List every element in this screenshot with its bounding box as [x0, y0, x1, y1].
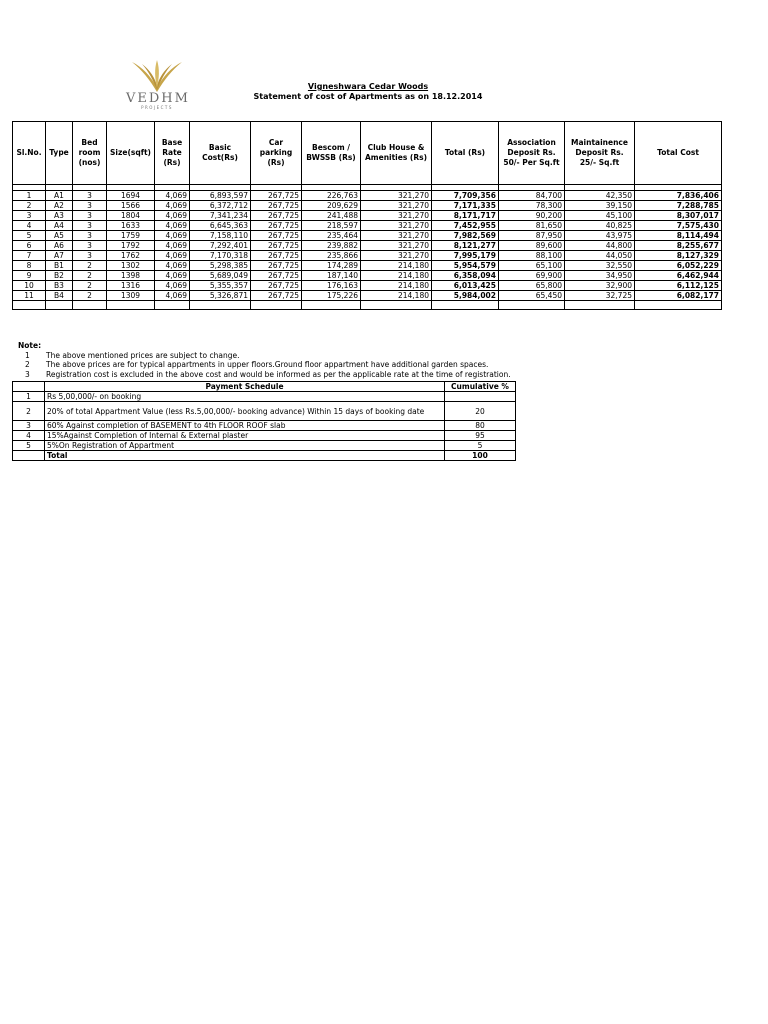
table-cell: 65,100 [499, 261, 565, 271]
table-cell: 239,882 [302, 241, 361, 251]
table-cell: 1316 [107, 281, 155, 291]
table-cell: B2 [46, 271, 73, 281]
table-cell: 84,700 [499, 191, 565, 201]
logo-sub-text: PROJECTS [141, 105, 173, 110]
table-cell: 3 [73, 201, 107, 211]
cost-table [12, 121, 722, 310]
table-cell: 267,725 [251, 191, 302, 201]
payment-row [13, 392, 516, 402]
payment-row [13, 421, 516, 431]
table-cell: 7,836,406 [635, 191, 722, 201]
table-cell: 6,893,597 [190, 191, 251, 201]
table-cell: 214,180 [361, 271, 432, 281]
table-cell: 5,298,385 [190, 261, 251, 271]
table-cell: 6,645,363 [190, 221, 251, 231]
table-cell: 7,341,234 [190, 211, 251, 221]
logo-brand-text: VEDHM [126, 91, 190, 106]
table-cell: A7 [46, 251, 73, 261]
table-row [13, 211, 722, 221]
table-cell: 5,984,002 [432, 291, 499, 301]
table-cell: 1762 [107, 251, 155, 261]
col-header: Association Deposit Rs. 50/- Per Sq.ft [499, 122, 565, 185]
table-cell: 8 [13, 261, 46, 271]
table-cell: 3 [13, 211, 46, 221]
table-cell: 4,069 [155, 291, 190, 301]
note-item [18, 360, 511, 370]
table-cell: 175,226 [302, 291, 361, 301]
table-cell: 3 [73, 221, 107, 231]
notes-heading: Note: [18, 341, 42, 350]
table-cell: 88,100 [499, 251, 565, 261]
table-spacer-row [13, 301, 722, 310]
payment-row-cumulative: 80 [445, 421, 516, 431]
table-row [13, 221, 722, 231]
table-cell: 1694 [107, 191, 155, 201]
table-cell: 3 [73, 231, 107, 241]
payment-schedule-header [13, 382, 516, 392]
table-cell: 8,171,717 [432, 211, 499, 221]
note-text: Registration cost is excluded in the above cost and would be informed as per the applicable rate at the time of registration. [46, 369, 511, 379]
table-cell: 4,069 [155, 271, 190, 281]
table-cell: 1398 [107, 271, 155, 281]
table-cell: A5 [46, 231, 73, 241]
table-cell: 89,600 [499, 241, 565, 251]
note-text: The above prices are for typical appartments in upper floors.Ground floor appartment have additional garden spaces. [46, 360, 489, 369]
table-row [13, 191, 722, 201]
table-cell: A3 [46, 211, 73, 221]
table-cell: 5,954,579 [432, 261, 499, 271]
table-cell: 43,975 [565, 231, 635, 241]
cost-table-header [13, 122, 722, 185]
table-cell: 9 [13, 271, 46, 281]
table-cell: 69,900 [499, 271, 565, 281]
payment-row-number: 5 [13, 441, 45, 451]
table-cell: 8,307,017 [635, 211, 722, 221]
table-cell: 7,288,785 [635, 201, 722, 211]
table-cell: 267,725 [251, 281, 302, 291]
table-cell: 214,180 [361, 261, 432, 271]
table-cell: 4,069 [155, 261, 190, 271]
payment-row-cumulative [445, 392, 516, 402]
table-cell: 7,171,335 [432, 201, 499, 211]
table-cell: B1 [46, 261, 73, 271]
table-cell: 1759 [107, 231, 155, 241]
table-cell: 235,866 [302, 251, 361, 261]
table-cell: 7,158,110 [190, 231, 251, 241]
col-header: Bed room (nos) [73, 122, 107, 185]
table-cell: 4,069 [155, 191, 190, 201]
table-cell: 267,725 [251, 251, 302, 261]
payment-row-text: 15%Against Completion of Internal & External plaster [45, 431, 445, 441]
table-cell: 8,114,494 [635, 231, 722, 241]
table-cell: 4,069 [155, 231, 190, 241]
table-cell: 1804 [107, 211, 155, 221]
table-cell: 267,725 [251, 231, 302, 241]
table-cell: 321,270 [361, 201, 432, 211]
table-cell: 8,121,277 [432, 241, 499, 251]
col-header: Size(sqft) [107, 122, 155, 185]
table-cell: 3 [73, 251, 107, 261]
col-header: Club House & Amenities (Rs) [361, 122, 432, 185]
table-cell: 267,725 [251, 241, 302, 251]
table-cell: 1302 [107, 261, 155, 271]
table-row [13, 261, 722, 271]
table-cell: 1566 [107, 201, 155, 211]
payment-schedule-title: Payment Schedule [45, 382, 445, 392]
table-cell: 267,725 [251, 271, 302, 281]
payment-row-text: 20% of total Appartment Value (less Rs.5,00,000/- booking advance) Within 15 days of booking date [45, 402, 445, 421]
table-cell: 4,069 [155, 251, 190, 261]
table-cell: 6,372,712 [190, 201, 251, 211]
table-cell: A4 [46, 221, 73, 231]
table-cell: 4,069 [155, 211, 190, 221]
note-item [18, 351, 511, 361]
col-header: Type [46, 122, 73, 185]
table-cell: 321,270 [361, 191, 432, 201]
table-cell: 267,725 [251, 291, 302, 301]
table-cell: 7,575,430 [635, 221, 722, 231]
table-cell: 4,069 [155, 201, 190, 211]
payment-total-row [13, 451, 516, 461]
table-cell: 5 [13, 231, 46, 241]
table-cell: 7,292,401 [190, 241, 251, 251]
table-cell: 7,995,179 [432, 251, 499, 261]
table-cell: 90,200 [499, 211, 565, 221]
table-cell: 267,725 [251, 211, 302, 221]
table-row [13, 251, 722, 261]
col-header: Maintainence Deposit Rs. 25/- Sq.ft [565, 122, 635, 185]
table-cell: 5,326,871 [190, 291, 251, 301]
table-cell: 42,350 [565, 191, 635, 201]
table-cell: 2 [73, 271, 107, 281]
col-header: Bescom / BWSSB (Rs) [302, 122, 361, 185]
note-number: 2 [25, 360, 30, 369]
table-cell: 321,270 [361, 231, 432, 241]
payment-row-text: 60% Against completion of BASEMENT to 4th FLOOR ROOF slab [45, 421, 445, 431]
table-cell: 11 [13, 291, 46, 301]
table-cell: 34,950 [565, 271, 635, 281]
table-cell: 321,270 [361, 251, 432, 261]
table-cell: 321,270 [361, 221, 432, 231]
notes-section [18, 341, 511, 379]
note-number: 1 [25, 350, 30, 360]
payment-total-label: Total [45, 451, 445, 461]
col-header: Basic Cost(Rs) [190, 122, 251, 185]
table-cell: 6,013,425 [432, 281, 499, 291]
payment-row [13, 402, 516, 421]
document-title: Vigneshwara Cedar Woods [307, 82, 429, 91]
table-cell: 87,950 [499, 231, 565, 241]
table-cell: 8,255,677 [635, 241, 722, 251]
table-cell: 81,650 [499, 221, 565, 231]
table-cell: 10 [13, 281, 46, 291]
table-cell: 214,180 [361, 291, 432, 301]
table-cell: 65,450 [499, 291, 565, 301]
table-cell: 2 [73, 291, 107, 301]
table-cell: 321,270 [361, 241, 432, 251]
table-cell: 235,464 [302, 231, 361, 241]
payment-row-text: Rs 5,00,000/- on booking [45, 392, 445, 402]
table-row [13, 291, 722, 301]
payment-row-number: 2 [13, 402, 45, 421]
table-cell: 5,689,049 [190, 271, 251, 281]
table-cell: 2 [73, 261, 107, 271]
table-cell: 3 [73, 191, 107, 201]
cumulative-header: Cumulative % [445, 382, 516, 392]
col-header: Base Rate (Rs) [155, 122, 190, 185]
table-cell: 32,900 [565, 281, 635, 291]
table-cell: 2 [73, 281, 107, 291]
payment-row-text: 5%On Registration of Appartment [45, 441, 445, 451]
table-cell: 1633 [107, 221, 155, 231]
table-cell: 3 [73, 241, 107, 251]
table-cell: 4,069 [155, 281, 190, 291]
table-cell: 7,452,955 [432, 221, 499, 231]
table-cell: 209,629 [302, 201, 361, 211]
table-cell: 6,082,177 [635, 291, 722, 301]
table-cell: 267,725 [251, 221, 302, 231]
table-cell: 1792 [107, 241, 155, 251]
cost-table-body [13, 185, 722, 310]
table-cell: 187,140 [302, 271, 361, 281]
table-cell: 6,112,125 [635, 281, 722, 291]
payment-row [13, 441, 516, 451]
table-row [13, 281, 722, 291]
table-cell: 4 [13, 221, 46, 231]
table-cell: 176,163 [302, 281, 361, 291]
table-cell: 7,709,356 [432, 191, 499, 201]
leaf-logo-icon [130, 58, 184, 94]
col-header: Car parking (Rs) [251, 122, 302, 185]
table-cell: 3 [73, 211, 107, 221]
col-header: Total Cost [635, 122, 722, 185]
table-cell: 267,725 [251, 201, 302, 211]
table-cell: 241,488 [302, 211, 361, 221]
note-text: The above mentioned prices are subject to change. [46, 350, 240, 360]
table-cell: 4,069 [155, 221, 190, 231]
payment-row [13, 431, 516, 441]
table-row [13, 241, 722, 251]
table-cell: 174,289 [302, 261, 361, 271]
table-row [13, 201, 722, 211]
table-cell: 1 [13, 191, 46, 201]
payment-row-cumulative: 95 [445, 431, 516, 441]
table-cell: 6 [13, 241, 46, 251]
table-cell: 65,800 [499, 281, 565, 291]
table-cell: 44,050 [565, 251, 635, 261]
table-cell: 1309 [107, 291, 155, 301]
table-cell: 7,170,318 [190, 251, 251, 261]
payment-row-number: 1 [13, 392, 45, 402]
payment-row-cumulative: 5 [445, 441, 516, 451]
table-cell: 7 [13, 251, 46, 261]
table-cell: 267,725 [251, 261, 302, 271]
company-logo [126, 58, 188, 116]
table-cell: 6,462,944 [635, 271, 722, 281]
table-cell: 226,763 [302, 191, 361, 201]
table-cell: 40,825 [565, 221, 635, 231]
payment-row-number: 4 [13, 431, 45, 441]
table-cell: 32,550 [565, 261, 635, 271]
table-cell: 8,127,329 [635, 251, 722, 261]
table-cell: A2 [46, 201, 73, 211]
payment-total-value: 100 [445, 451, 516, 461]
table-cell: 2 [13, 201, 46, 211]
col-header: Sl.No. [13, 122, 46, 185]
table-cell: 6,052,229 [635, 261, 722, 271]
table-cell: A1 [46, 191, 73, 201]
note-number: 3 [25, 369, 30, 379]
table-cell: 78,300 [499, 201, 565, 211]
col-header: Total (Rs) [432, 122, 499, 185]
table-cell: 44,800 [565, 241, 635, 251]
table-cell: A6 [46, 241, 73, 251]
table-row [13, 271, 722, 281]
table-cell: 214,180 [361, 281, 432, 291]
table-cell: 4,069 [155, 241, 190, 251]
payment-schedule-table [12, 381, 516, 461]
table-cell: 7,982,569 [432, 231, 499, 241]
payment-row-number: 3 [13, 421, 45, 431]
table-cell: 45,100 [565, 211, 635, 221]
payment-row-cumulative: 20 [445, 402, 516, 421]
table-cell: B4 [46, 291, 73, 301]
note-item [18, 370, 511, 380]
table-cell: 6,358,094 [432, 271, 499, 281]
table-cell: 5,355,357 [190, 281, 251, 291]
document-subtitle: Statement of cost of Apartments as on 18.12.2014 [253, 92, 483, 101]
table-cell: 32,725 [565, 291, 635, 301]
table-row [13, 231, 722, 241]
table-cell: 39,150 [565, 201, 635, 211]
table-cell: 218,597 [302, 221, 361, 231]
table-cell: B3 [46, 281, 73, 291]
table-cell: 321,270 [361, 211, 432, 221]
